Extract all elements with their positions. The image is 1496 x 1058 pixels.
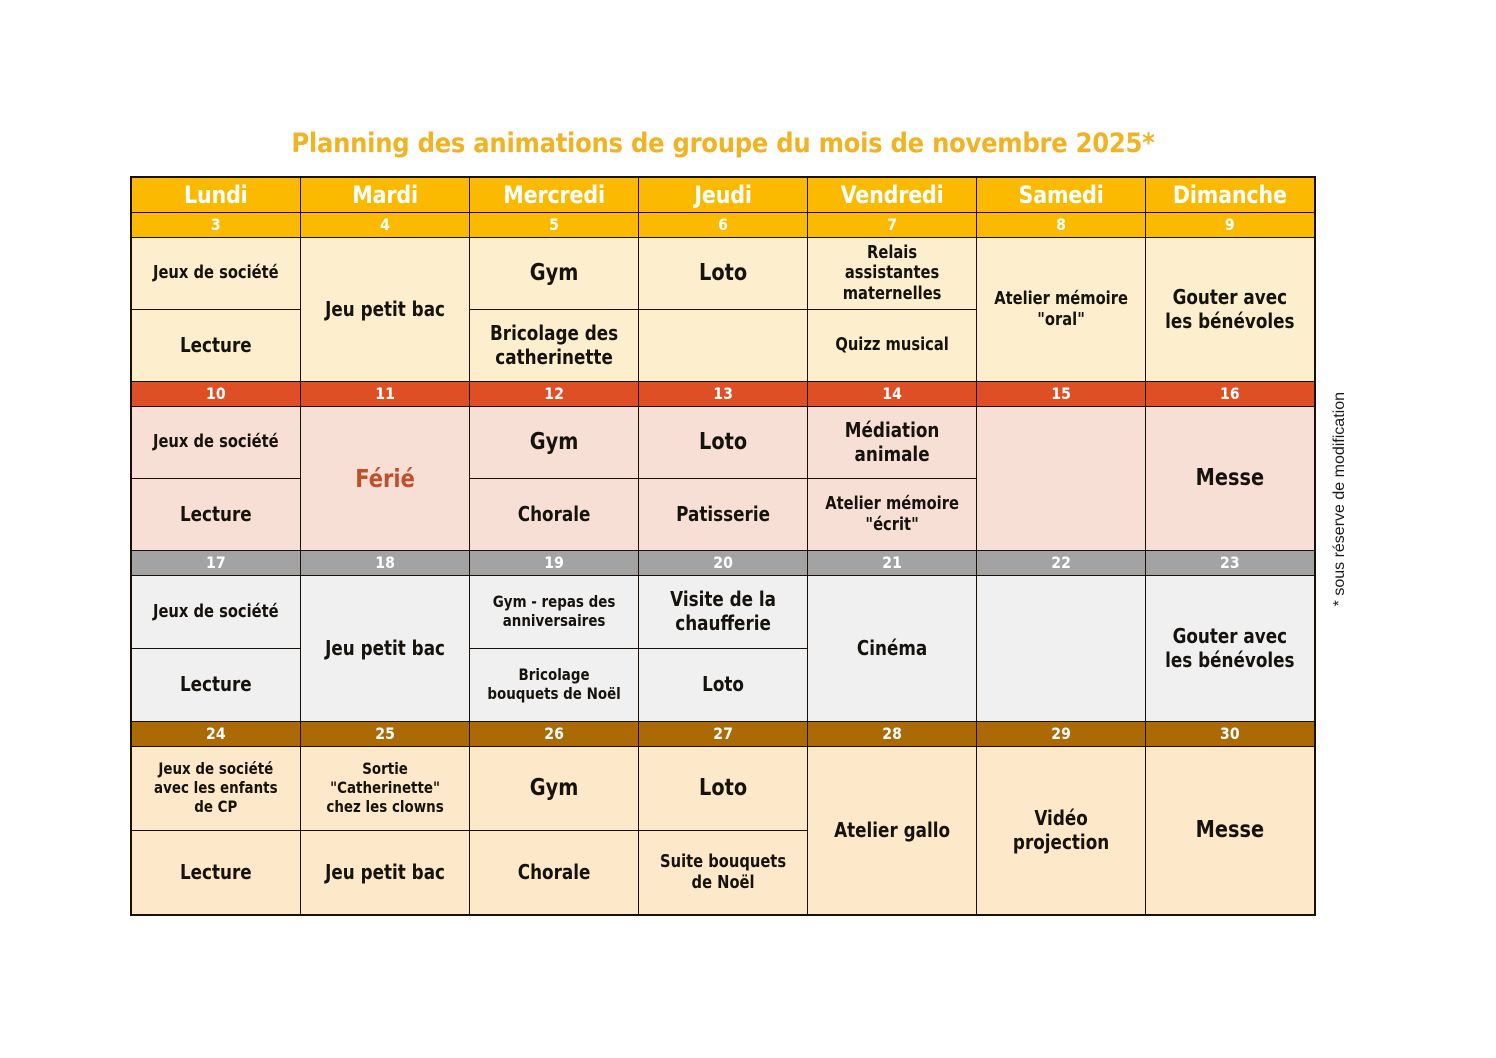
date-number: 28 bbox=[882, 724, 902, 743]
date-cell bbox=[808, 213, 977, 238]
day-name-vendredi bbox=[808, 177, 977, 213]
activity-label: Jeu petit bac bbox=[324, 859, 445, 884]
activity-label: Quizz musical bbox=[835, 335, 949, 356]
date-number: 25 bbox=[374, 724, 395, 743]
activity-cell[interactable] bbox=[131, 831, 300, 916]
activity-cell[interactable] bbox=[131, 479, 300, 551]
activity-label: Médiation animale bbox=[844, 417, 940, 466]
date-cell bbox=[1146, 213, 1315, 238]
activity-cell[interactable] bbox=[469, 576, 638, 649]
activity-cell[interactable] bbox=[638, 238, 807, 310]
date-cell bbox=[1146, 551, 1315, 576]
activity-label: Loto bbox=[698, 774, 748, 801]
date-number: 29 bbox=[1051, 724, 1072, 743]
day-name-mercredi bbox=[469, 177, 638, 213]
activity-label: Jeux de société bbox=[152, 263, 279, 284]
activity-cell-empty[interactable] bbox=[638, 310, 807, 382]
date-cell bbox=[469, 722, 638, 747]
activity-cell[interactable] bbox=[469, 479, 638, 551]
date-number: 3 bbox=[210, 215, 221, 234]
day-names-row bbox=[131, 177, 1315, 213]
date-number: 5 bbox=[548, 215, 559, 234]
activity-cell-merged[interactable] bbox=[808, 576, 977, 722]
activity-cell-merged[interactable] bbox=[1146, 576, 1315, 722]
activity-cell[interactable] bbox=[131, 747, 300, 831]
date-number: 22 bbox=[1051, 553, 1072, 572]
date-cell bbox=[977, 213, 1146, 238]
activity-label: Lecture bbox=[179, 501, 252, 526]
activity-cell[interactable] bbox=[131, 407, 300, 479]
activity-cell-empty[interactable] bbox=[977, 576, 1146, 722]
date-number: 4 bbox=[379, 215, 390, 234]
date-cell bbox=[1146, 382, 1315, 407]
activity-cell[interactable] bbox=[469, 649, 638, 722]
holiday-label: Férié bbox=[354, 463, 415, 493]
date-number: 7 bbox=[887, 215, 898, 234]
activity-cell[interactable] bbox=[131, 310, 300, 382]
activity-label bbox=[991, 477, 1132, 481]
date-cell bbox=[808, 551, 977, 576]
activity-cell[interactable] bbox=[808, 310, 977, 382]
day-name-label: Mercredi bbox=[503, 181, 605, 209]
date-cell bbox=[131, 382, 300, 407]
week-1-dates-row bbox=[131, 213, 1315, 238]
date-cell bbox=[469, 551, 638, 576]
week-4-dates-row bbox=[131, 722, 1315, 747]
date-number: 23 bbox=[1220, 553, 1240, 572]
day-name-label: Dimanche bbox=[1173, 181, 1288, 209]
activity-label: Lecture bbox=[179, 332, 252, 357]
activity-cell-merged[interactable] bbox=[808, 747, 977, 916]
activity-label bbox=[991, 647, 1132, 651]
activity-cell[interactable] bbox=[808, 479, 977, 551]
date-number: 20 bbox=[713, 553, 733, 572]
activity-cell-empty[interactable] bbox=[977, 407, 1146, 551]
date-number: 19 bbox=[544, 553, 564, 572]
week-3-dates-row bbox=[131, 551, 1315, 576]
week-2-dates-row bbox=[131, 382, 1315, 407]
activity-label: Bricolage des catherinette bbox=[489, 320, 618, 369]
date-number: 16 bbox=[1220, 384, 1240, 403]
date-cell bbox=[469, 382, 638, 407]
day-name-label: Mardi bbox=[351, 181, 418, 209]
date-number: 30 bbox=[1220, 724, 1240, 743]
activity-cell[interactable] bbox=[638, 747, 807, 831]
date-cell bbox=[808, 722, 977, 747]
activity-label: Messe bbox=[1195, 816, 1265, 843]
activity-label: Loto bbox=[698, 428, 748, 455]
activity-label: Jeu petit bac bbox=[324, 635, 445, 660]
date-cell bbox=[300, 551, 469, 576]
activity-cell[interactable] bbox=[469, 238, 638, 310]
date-number: 13 bbox=[713, 384, 733, 403]
date-number: 8 bbox=[1056, 215, 1067, 234]
date-cell bbox=[638, 213, 807, 238]
activity-label: Loto bbox=[698, 259, 748, 286]
date-cell bbox=[638, 551, 807, 576]
activity-label: Jeu petit bac bbox=[324, 296, 445, 321]
activity-label bbox=[652, 344, 793, 348]
activity-label: Gouter avec les bénévoles bbox=[1165, 623, 1295, 672]
activity-cell[interactable] bbox=[469, 407, 638, 479]
activity-cell-holiday[interactable] bbox=[300, 407, 469, 551]
activity-cell[interactable] bbox=[638, 831, 807, 916]
day-name-label: Vendredi bbox=[840, 181, 944, 209]
day-name-mardi bbox=[300, 177, 469, 213]
date-cell bbox=[638, 382, 807, 407]
activity-cell-merged[interactable] bbox=[1146, 238, 1315, 382]
activity-label: Chorale bbox=[517, 859, 591, 884]
activity-cell[interactable] bbox=[638, 407, 807, 479]
activity-label: Gym bbox=[529, 774, 579, 801]
activity-label: Cinéma bbox=[856, 635, 928, 660]
activity-cell[interactable] bbox=[469, 310, 638, 382]
activity-cell[interactable] bbox=[469, 831, 638, 916]
date-cell bbox=[300, 382, 469, 407]
activity-label: Gym bbox=[529, 259, 579, 286]
activity-cell[interactable] bbox=[469, 747, 638, 831]
day-name-label: Samedi bbox=[1018, 181, 1104, 209]
activity-label: Patisserie bbox=[676, 501, 770, 526]
activity-label: Gym bbox=[529, 428, 579, 455]
activity-label: Suite bouquets de Noël bbox=[659, 851, 787, 893]
date-cell bbox=[300, 722, 469, 747]
day-name-lundi bbox=[131, 177, 300, 213]
date-number: 6 bbox=[718, 215, 728, 234]
activity-label: Jeux de société bbox=[152, 601, 279, 622]
day-name-dimanche bbox=[1146, 177, 1315, 213]
activity-cell-merged[interactable] bbox=[977, 747, 1146, 916]
activity-label: Loto bbox=[702, 672, 744, 697]
footnote-modification-notice: * sous réserve de modification bbox=[1331, 392, 1348, 607]
date-number: 21 bbox=[882, 553, 902, 572]
activity-cell[interactable] bbox=[131, 576, 300, 649]
activity-label: Jeux de société avec les enfants de CP bbox=[154, 759, 278, 816]
day-name-label: Jeudi bbox=[694, 181, 752, 209]
activity-label: Atelier mémoire "écrit" bbox=[825, 493, 960, 535]
activity-label: Relais assistantes maternelles bbox=[842, 242, 942, 304]
date-cell bbox=[131, 722, 300, 747]
activity-cell[interactable] bbox=[808, 407, 977, 479]
activity-cell-merged[interactable] bbox=[1146, 747, 1315, 916]
day-name-jeudi bbox=[638, 177, 807, 213]
date-number: 9 bbox=[1225, 215, 1236, 234]
date-number: 27 bbox=[713, 724, 733, 743]
date-cell bbox=[131, 213, 300, 238]
activity-label: Lecture bbox=[179, 672, 252, 697]
week-2-activities-row-a bbox=[131, 407, 1315, 479]
page-title: Planning des animations de groupe du mois de novembre 2025* bbox=[291, 128, 1155, 159]
week-1-activities-row-a bbox=[131, 238, 1315, 310]
activity-label: Gym - repas des anniversaires bbox=[492, 592, 616, 630]
date-number: 15 bbox=[1051, 384, 1072, 403]
activity-cell[interactable] bbox=[638, 479, 807, 551]
date-number: 11 bbox=[374, 384, 395, 403]
date-cell bbox=[977, 722, 1146, 747]
date-number: 17 bbox=[206, 553, 226, 572]
date-cell bbox=[977, 382, 1146, 407]
activity-label: Messe bbox=[1195, 464, 1265, 491]
activity-label: Vidéo projection bbox=[1013, 805, 1110, 854]
activity-label: Bricolage bouquets de Noël bbox=[487, 665, 621, 703]
date-number: 12 bbox=[544, 384, 564, 403]
date-number: 10 bbox=[206, 384, 226, 403]
day-name-samedi bbox=[977, 177, 1146, 213]
day-name-label: Lundi bbox=[184, 181, 248, 209]
week-3-activities-row-a bbox=[131, 576, 1315, 649]
date-cell bbox=[808, 382, 977, 407]
date-number: 26 bbox=[544, 724, 564, 743]
activity-label: Atelier mémoire "oral" bbox=[994, 288, 1129, 330]
activity-label: Chorale bbox=[517, 501, 591, 526]
activity-cell[interactable] bbox=[300, 831, 469, 916]
activity-cell[interactable] bbox=[638, 649, 807, 722]
date-cell bbox=[300, 213, 469, 238]
date-number: 18 bbox=[374, 553, 395, 572]
activity-label: Visite de la chaufferie bbox=[670, 587, 776, 635]
activity-cell-merged[interactable] bbox=[1146, 407, 1315, 551]
activity-label: Jeux de société bbox=[152, 432, 279, 453]
date-cell bbox=[977, 551, 1146, 576]
activity-cell[interactable] bbox=[808, 238, 977, 310]
activity-cell[interactable] bbox=[131, 238, 300, 310]
week-4-activities-row-a bbox=[131, 747, 1315, 831]
monthly-planning-table bbox=[130, 176, 1316, 916]
activity-label: Gouter avec les bénévoles bbox=[1165, 284, 1295, 333]
date-cell bbox=[638, 722, 807, 747]
date-number: 24 bbox=[206, 724, 226, 743]
activity-cell-merged[interactable] bbox=[300, 238, 469, 382]
activity-label: Atelier gallo bbox=[834, 817, 951, 842]
date-cell bbox=[469, 213, 638, 238]
activity-cell[interactable] bbox=[131, 649, 300, 722]
activity-cell[interactable] bbox=[300, 747, 469, 831]
activity-cell-merged[interactable] bbox=[977, 238, 1146, 382]
date-cell bbox=[1146, 722, 1315, 747]
activity-cell-merged[interactable] bbox=[300, 576, 469, 722]
date-number: 14 bbox=[882, 384, 902, 403]
activity-label: Lecture bbox=[179, 859, 252, 884]
activity-label: Sortie "Catherinette" chez les clowns bbox=[326, 759, 444, 816]
date-cell bbox=[131, 551, 300, 576]
activity-cell[interactable] bbox=[638, 576, 807, 649]
